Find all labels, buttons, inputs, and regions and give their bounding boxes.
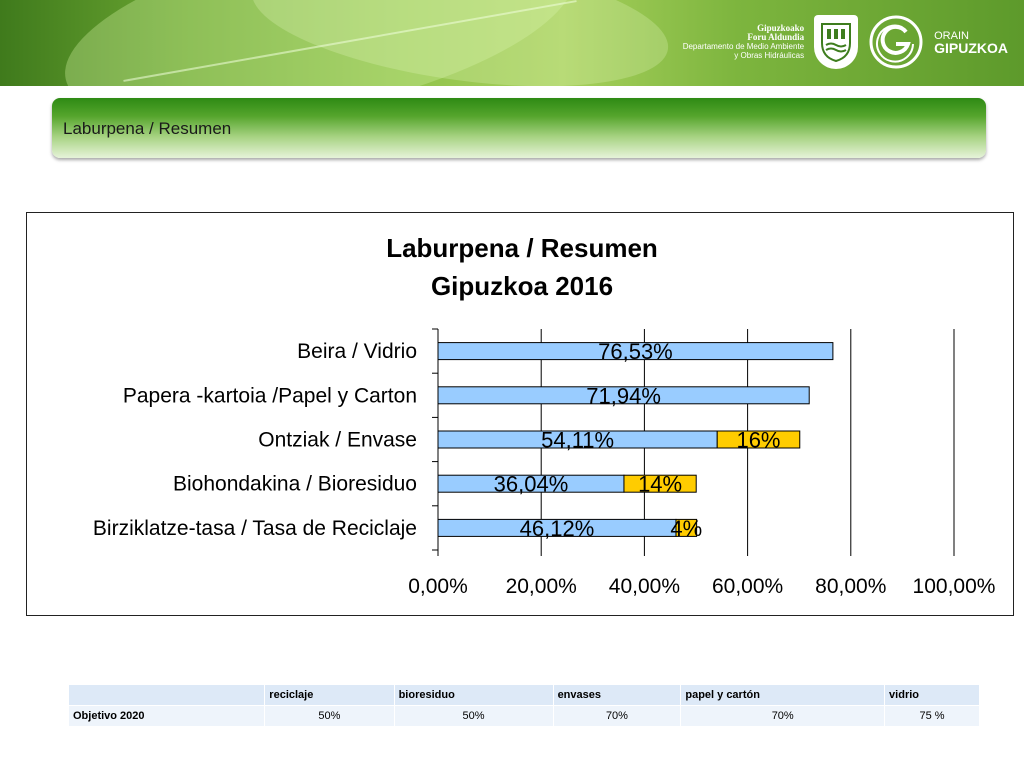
logo-area [683, 12, 1008, 72]
table-header-row [69, 685, 980, 706]
x-tick-label: 100,00% [912, 575, 996, 598]
brand-text [934, 30, 1008, 54]
category-label: Birziklatze-tasa / Tasa de Reciclaje [92, 516, 417, 540]
table-header-cell: bioresiduo [394, 685, 553, 706]
chart-title: Laburpena / Resumen [386, 233, 658, 263]
data-label: 36,04% [493, 471, 569, 497]
section-title: Laburpena / Resumen [63, 119, 232, 138]
table-cell: 70% [681, 706, 885, 727]
plot-area [93, 329, 996, 598]
orain-gipuzkoa-logo-icon [868, 14, 924, 70]
table-cell: 50% [394, 706, 553, 727]
table-header-cell: envases [553, 685, 681, 706]
data-label: 76,53% [598, 339, 673, 365]
chart-container [26, 212, 1014, 616]
dept-line: Foru Aldundia [747, 32, 805, 42]
dept-line: Gipuzkoako [757, 23, 805, 33]
data-label: 71,94% [586, 383, 661, 409]
category-label: Ontziak / Envase [258, 428, 417, 452]
data-label: 4% [670, 515, 703, 541]
x-tick-label: 20,00% [505, 575, 577, 598]
category-label: Beira / Vidrio [297, 340, 417, 364]
department-name [683, 24, 804, 60]
dept-line: y Obras Hidráulicas [734, 51, 805, 60]
x-tick-label: 40,00% [608, 575, 681, 598]
table-row [69, 706, 980, 727]
x-tick-label: 0,00% [408, 575, 468, 598]
table-cell: 50% [265, 706, 394, 727]
brand-top: ORAIN [934, 30, 969, 42]
summary-bar-chart [27, 213, 1015, 617]
table-row-label: Objetivo 2020 [69, 706, 265, 727]
table-cell: 70% [553, 706, 681, 727]
table-header-cell: papel y cartón [681, 685, 885, 706]
category-label: Papera -kartoia /Papel y Carton [122, 384, 417, 408]
data-label: 54,11% [541, 427, 615, 453]
header-banner [0, 0, 1024, 86]
brand-bottom: GIPUZKOA [934, 40, 1008, 56]
table-header-cell [69, 685, 265, 706]
targets-table [68, 684, 980, 727]
x-tick-label: 80,00% [815, 575, 887, 598]
data-label: 46,12% [519, 515, 595, 541]
x-tick-label: 60,00% [711, 575, 784, 598]
table-header-cell: vidrio [885, 685, 980, 706]
table-header-cell: reciclaje [265, 685, 394, 706]
coat-of-arms-icon [814, 15, 858, 69]
data-label: 16% [736, 427, 781, 453]
data-label: 14% [638, 471, 683, 497]
table-cell: 75 % [885, 706, 980, 727]
section-header-bar [52, 98, 986, 158]
category-label: Biohondakina / Bioresiduo [172, 472, 417, 496]
dept-line: Departamento de Medio Ambiente [682, 42, 805, 51]
chart-subtitle: Gipuzkoa 2016 [430, 271, 614, 301]
